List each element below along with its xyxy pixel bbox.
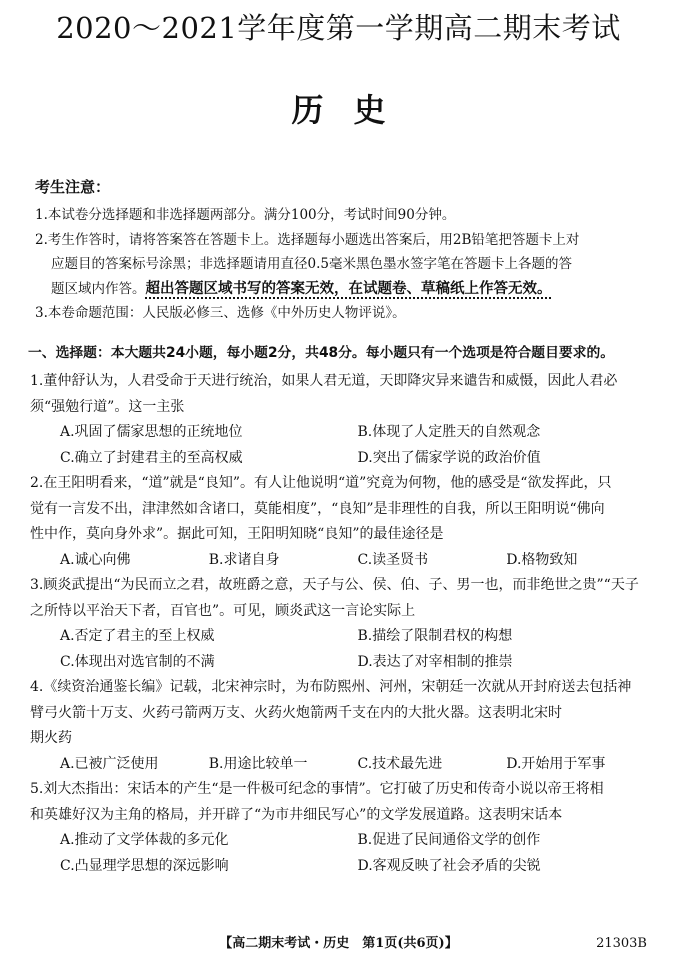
question-stem-line: 4.《续资治通鉴长编》记载，北宋神宗时，为布防熙州、河州，宋朝廷一次就从开封府送去包括神 bbox=[30, 679, 632, 695]
option-b: B.用途比较单一 bbox=[208, 755, 308, 772]
question-stem-line: 性中作，莫向身外求”。据此可知，王阳明知晓“良知”的最佳途径是 bbox=[30, 526, 444, 542]
question bbox=[30, 471, 655, 573]
notice-emphasis: 超出答题区域书写的答案无效，在试题卷、草稿纸上作答无效。 bbox=[145, 280, 552, 297]
notice-item bbox=[35, 277, 645, 302]
option-row bbox=[30, 420, 655, 446]
option-row bbox=[30, 446, 655, 472]
option-d: D.格物致知 bbox=[506, 551, 578, 568]
notice-item: 3.本卷命题范围：人民版必修三、选修《中外历史人物评说》。 bbox=[35, 305, 406, 321]
option-a: A.诚心向佛 bbox=[60, 551, 131, 568]
option-b: B.描绘了限制君权的构想 bbox=[357, 628, 513, 644]
option-row bbox=[30, 548, 655, 574]
question-stem-line: 觉有一言发不出，津津然如含诸口，莫能相度”，“良知”是非理性的自我，所以王阳明说“佛向 bbox=[30, 500, 605, 517]
option-c: C.体现出对选官制的不满 bbox=[60, 653, 215, 670]
question bbox=[30, 777, 655, 879]
option-d: D.客观反映了社会矛盾的尖锐 bbox=[357, 857, 541, 874]
question-stem-line: 2.在王阳明看来，“道”就是“良知”。有人让他说明“道”究竟为何物，他的感受是“欲发挥此，只 bbox=[30, 475, 612, 491]
question-stem-line: 和英雄好汉为主角的格局，并开辟了“为市井细民写心”的文学发展道路。这表明宋话本 bbox=[30, 806, 563, 823]
option-row bbox=[30, 650, 655, 676]
notice-text: 题区域内作答。 bbox=[51, 280, 146, 297]
option-row bbox=[30, 854, 655, 880]
option-b: B.求诸自身 bbox=[208, 551, 280, 568]
exam-code: 21303B bbox=[596, 936, 647, 951]
option-a: A.巩固了儒家思想的正统地位 bbox=[60, 424, 243, 440]
notice-item: 2.考生作答时，请将答案答在答题卡上。选择题每小题选出答案后，用2B铅笔把答题卡上对 bbox=[35, 231, 580, 248]
page-footer: 【高二期末考试・历史 第1页(共6页)】 bbox=[219, 936, 458, 951]
option-row bbox=[30, 752, 655, 778]
notice-item: 1.本试卷分选择题和非选择题两部分。满分100分，考试时间90分钟。 bbox=[35, 207, 456, 223]
question-stem-line: 期火药 bbox=[30, 730, 72, 746]
option-a: A.否定了君主的至上权威 bbox=[60, 628, 215, 644]
exam-title: 2020～2021学年度第一学期高二期末考试 bbox=[56, 11, 621, 45]
question bbox=[30, 675, 655, 777]
question-stem-line: 须“强勉行道”。这一主张 bbox=[30, 398, 185, 415]
section-heading: 一、选择题：本大题共24小题，每小题2分，共48分。每小题只有一个选项是符合题目要求的。 bbox=[28, 345, 615, 361]
question bbox=[30, 573, 655, 675]
option-row bbox=[30, 624, 655, 650]
question-stem-line: 之所恃以平治天下者，百官也”。可见，顾炎武这一言论实际上 bbox=[30, 602, 416, 619]
option-row bbox=[30, 828, 655, 854]
notice-list bbox=[35, 203, 645, 326]
subject-title: 历史 bbox=[291, 91, 416, 129]
notice-heading: 考生注意： bbox=[35, 178, 111, 196]
option-c: C.技术最先进 bbox=[357, 755, 443, 772]
option-d: D.表达了对宰相制的推崇 bbox=[357, 653, 513, 670]
question-stem-line: 5.刘大杰指出：宋话本的产生“是一件极可纪念的事情”。它打破了历史和传奇小说以帝王将相 bbox=[30, 781, 604, 797]
option-b: B.体现了人定胜天的自然观念 bbox=[357, 424, 541, 440]
option-a: A.已被广泛使用 bbox=[60, 755, 159, 772]
option-c: C.确立了封建君主的至高权威 bbox=[60, 449, 243, 466]
notice-item: 应题目的答案标号涂黑；非选择题请用直径0.5毫米黑色墨水签字笔在答题卡上各题的答 bbox=[51, 256, 572, 272]
question-stem-line: 1.董仲舒认为，人君受命于天进行统治，如果人君无道，天即降灾异来谴告和威慑，因此人君必 bbox=[30, 373, 618, 389]
option-a: A.推动了文学体裁的多元化 bbox=[60, 832, 229, 848]
option-c: C.凸显理学思想的深远影响 bbox=[60, 857, 229, 874]
option-d: D.开始用于军事 bbox=[506, 755, 606, 772]
question-stem-line: 3.顾炎武提出“为民而立之君，故班爵之意，天子与公、侯、伯、子、男一也，而非绝世之贵”“天子 bbox=[30, 577, 639, 593]
question-stem-line: 臂弓火箭十万支、火药弓箭两万支、火药火炮箭两千支在内的大批火器。这表明北宋时 bbox=[30, 704, 562, 721]
question bbox=[30, 369, 655, 471]
question-list bbox=[30, 369, 655, 879]
option-c: C.读圣贤书 bbox=[357, 551, 429, 568]
option-d: D.突出了儒家学说的政治价值 bbox=[357, 449, 541, 466]
option-b: B.促进了民间通俗文学的创作 bbox=[357, 832, 541, 848]
